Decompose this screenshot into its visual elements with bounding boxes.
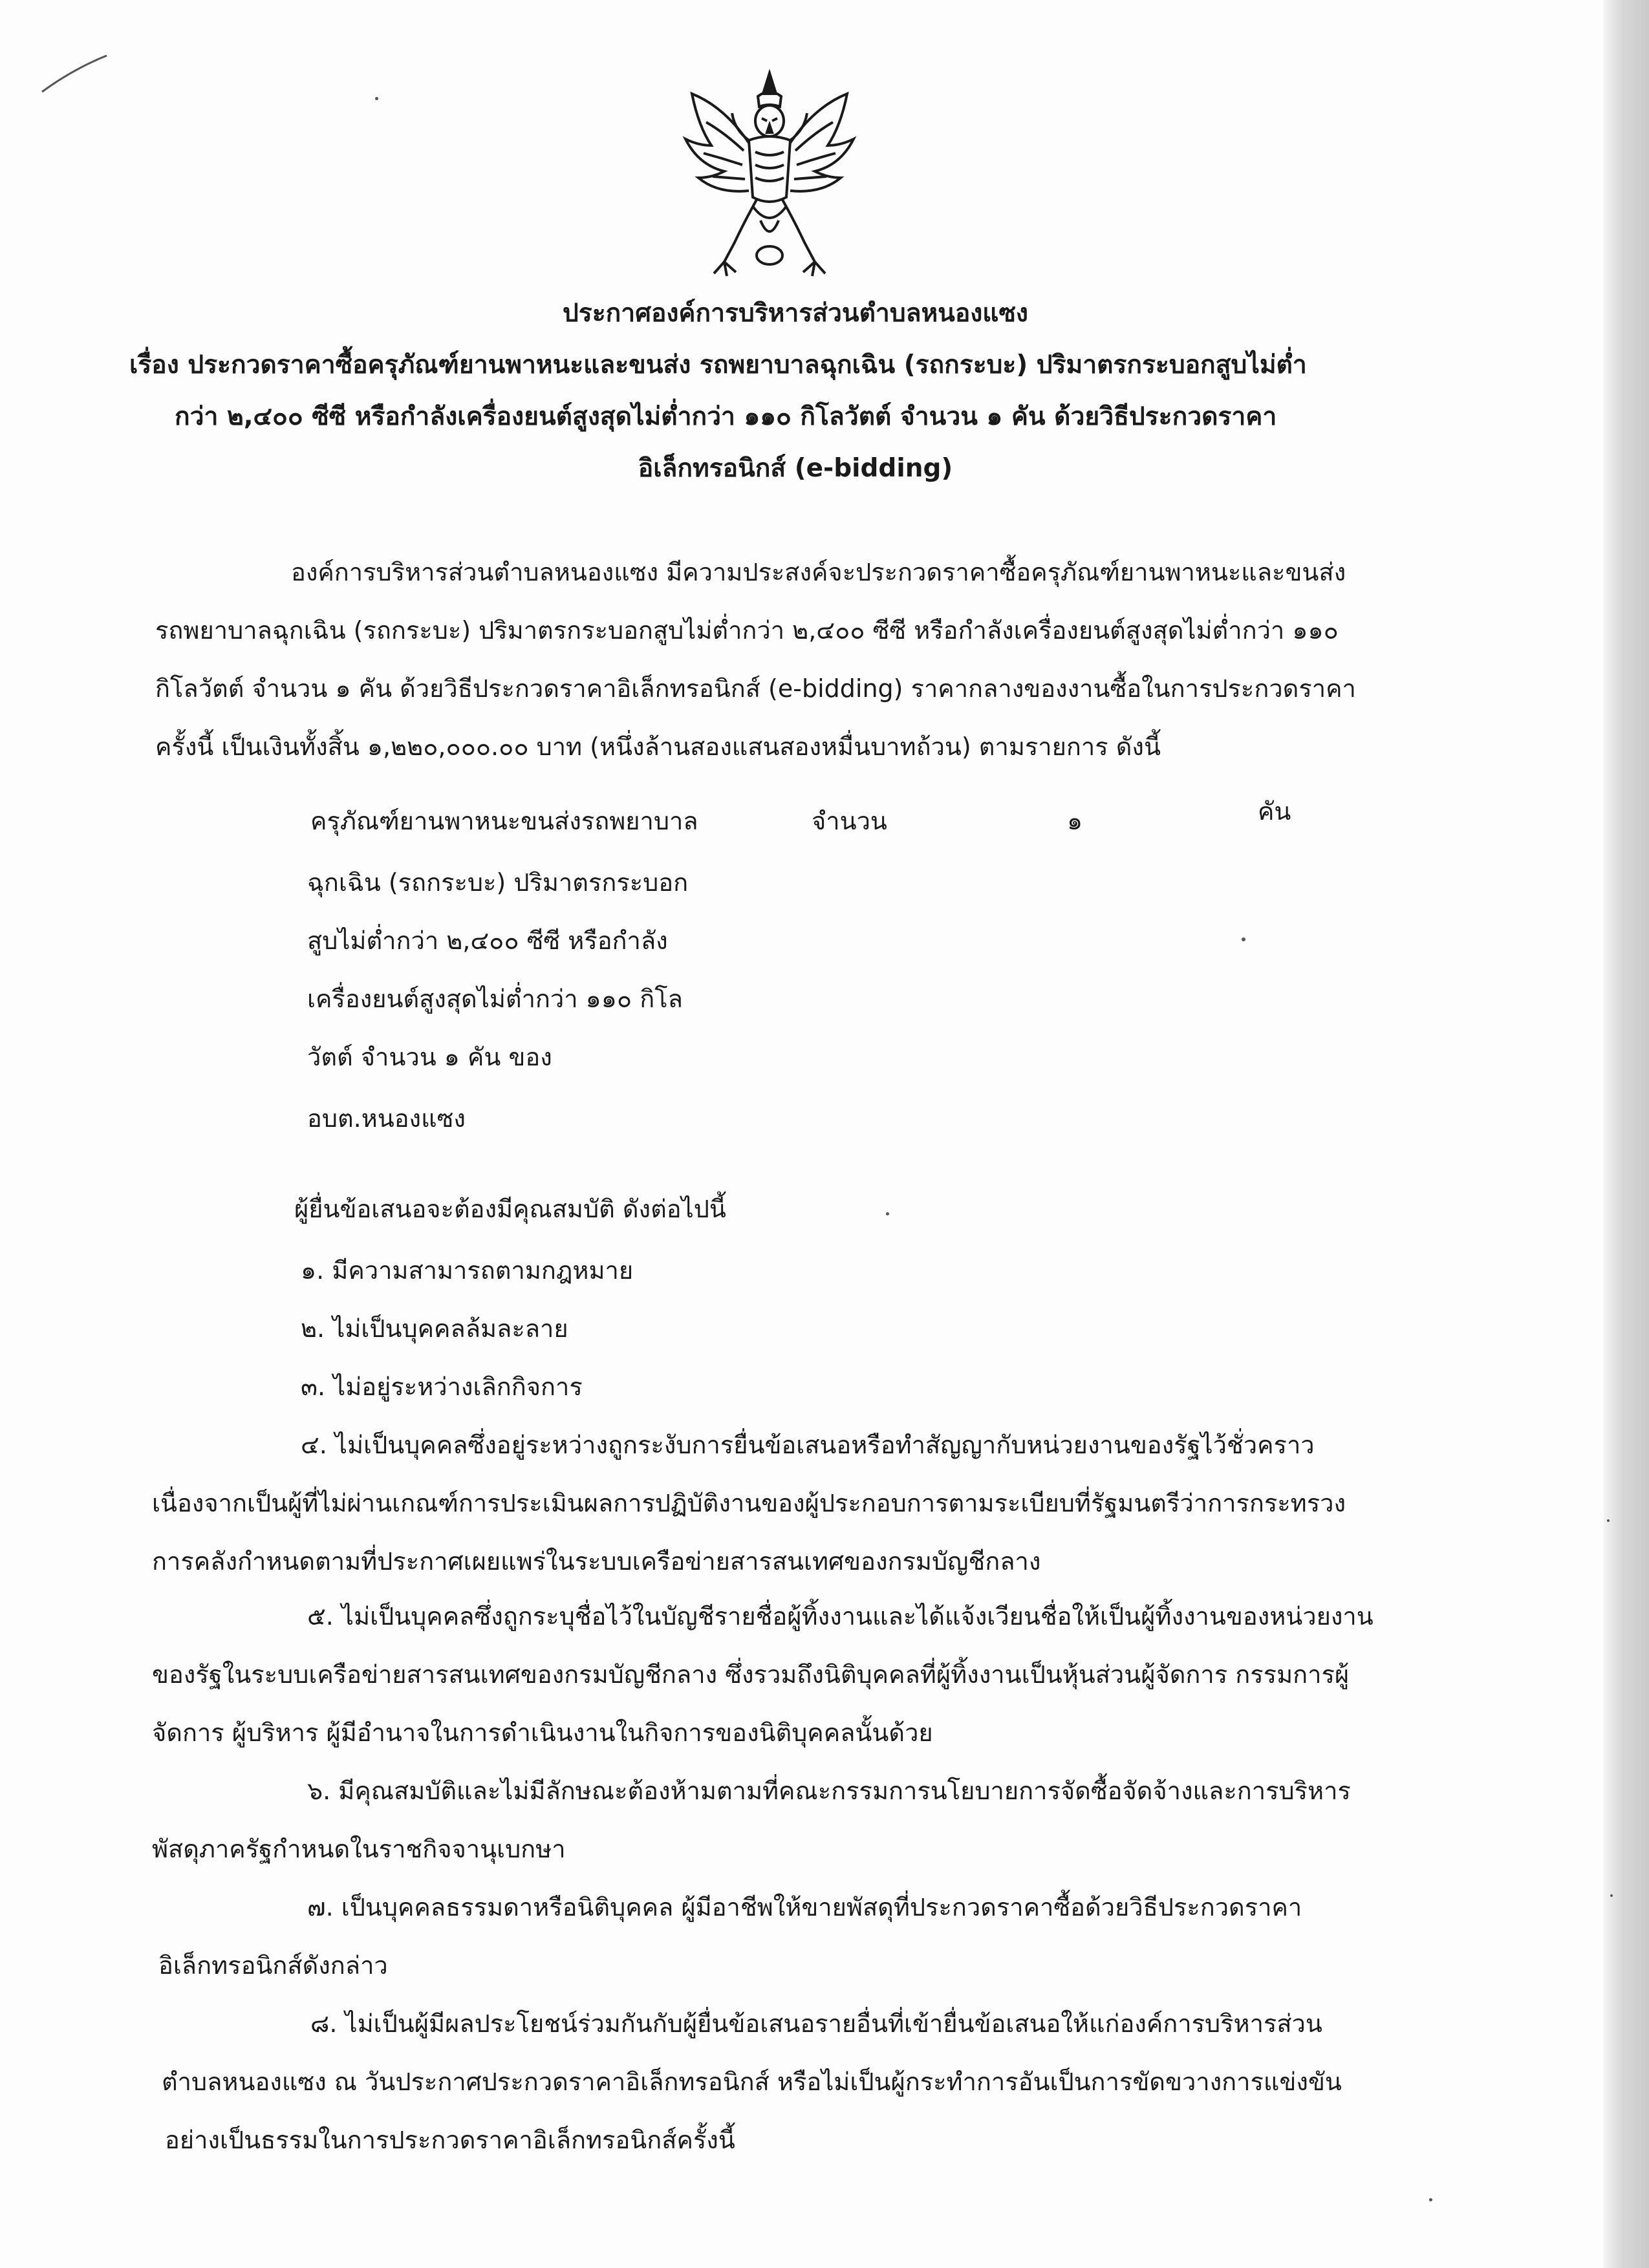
item-desc-line: สูบไม่ต่ำกว่า ๒,๔๐๐ ซีซี หรือกำลัง [307, 926, 668, 955]
qualification-item: ๑. มีความสามารถตามกฎหมาย [301, 1256, 634, 1285]
qualification-item: ๖. มีคุณสมบัติและไม่มีลักษณะต้องห้ามตามที่คณะกรรมการนโยบายการจัดซื้อจัดจ้างและการบริหาร [307, 1777, 1351, 1805]
qualification-item: ๔. ไม่เป็นบุคคลซึ่งอยู่ระหว่างถูกระงับการยื่นข้อเสนอหรือทำสัญญากับหน่วยงานของรัฐไว้ชั่วคราว [301, 1431, 1315, 1459]
qualification-item: ๓. ไม่อยู่ระหว่างเลิกกิจการ [301, 1373, 583, 1401]
item-desc-line: อบต.หนองแซง [307, 1104, 466, 1133]
qualification-item-cont: ตำบลหนองแซง ณ วันประกาศประกวดราคาอิเล็กทรอนิกส์ หรือไม่เป็นผู้กระทำการอันเป็นการขัดขวางการแข่งขัน [162, 2068, 1342, 2096]
qualification-item: ๒. ไม่เป็นบุคคลล้มละลาย [301, 1314, 568, 1343]
qualification-item-cont: อิเล็กทรอนิกส์ดังกล่าว [158, 1951, 388, 1980]
heading-line-3: กว่า ๒,๔๐๐ ซีซี หรือกำลังเครื่องยนต์สูงสุดไม่ต่ำกว่า ๑๑๐ กิโลวัตต์ จำนวน ๑ คัน ด้วยวิธีประกวดราคา [175, 402, 1277, 431]
scan-speck [1610, 1894, 1613, 1897]
heading-line-4: อิเล็กทรอนิกส์ (e-bidding) [638, 454, 953, 483]
intro-line-4: ครั้งนี้ เป็นเงินทั้งสิ้น ๑,๒๒๐,๐๐๐.๐๐ บาท (หนึ่งล้านสองแสนสองหมื่นบาทถ้วน) ตามรายการ ดังนี้ [155, 733, 1161, 761]
qualification-item: ๘. ไม่เป็นผู้มีผลประโยชน์ร่วมกันกับผู้ยื่นข้อเสนอรายอื่นที่เข้ายื่นข้อเสนอให้แก่องค์การบริหารส่วน [310, 2009, 1322, 2038]
qualification-item-cont: อย่างเป็นธรรมในการประกวดราคาอิเล็กทรอนิกส์ครั้งนี้ [165, 2126, 735, 2154]
qualification-item-cont: พัสดุภาครัฐกำหนดในราชกิจจานุเบกษา [152, 1835, 566, 1863]
heading-line-1: ประกาศองค์การบริหารส่วนตำบลหนองแซง [563, 299, 1028, 328]
item-desc-line: เครื่องยนต์สูงสุดไม่ต่ำกว่า ๑๑๐ กิโล [307, 985, 683, 1013]
heading-line-2: เรื่อง ประกวดราคาซื้อครุภัณฑ์ยานพาหนะและขนส่ง รถพยาบาลฉุกเฉิน (รถกระบะ) ปริมาตรกระบอกสูบไม่ต่ำ [129, 350, 1307, 380]
scan-speck [1429, 2198, 1432, 2201]
scan-speck [886, 1212, 889, 1215]
item-qty-label: จำนวน [812, 807, 887, 835]
qualification-item: ๗. เป็นบุคคลธรรมดาหรือนิติบุคคล ผู้มีอาชีพให้ขายพัสดุที่ประกวดราคาซื้อด้วยวิธีประกวดราคา [307, 1893, 1302, 1921]
item-desc-line: ครุภัณฑ์ยานพาหนะขนส่งรถพยาบาล [310, 807, 698, 835]
qualification-item-cont: การคลังกำหนดตามที่ประกาศเผยแพร่ในระบบเครือข่ายสารสนเทศของกรมบัญชีกลาง [152, 1547, 1041, 1576]
scan-speck [375, 97, 378, 100]
intro-line-3: กิโลวัตต์ จำนวน ๑ คัน ด้วยวิธีประกวดราคาอิเล็กทรอนิกส์ (e-bidding) ราคากลางของงานซื้อในการประกวดราคา [155, 674, 1356, 703]
qualification-item: ๕. ไม่เป็นบุคคลซึ่งถูกระบุชื่อไว้ในบัญชีรายชื่อผู้ทิ้งงานและได้แจ้งเวียนชื่อให้เป็นผู้ทิ้งงานของหน่วยงาน [307, 1602, 1374, 1631]
pen-mark-icon [39, 52, 110, 97]
item-desc-line: วัตต์ จำนวน ๑ คัน ของ [307, 1043, 552, 1071]
garuda-emblem-icon [673, 68, 867, 288]
scan-speck [1607, 1519, 1610, 1522]
item-unit: คัน [1258, 797, 1291, 826]
intro-line-1: องค์การบริหารส่วนตำบลหนองแซง มีความประสงค์จะประกวดราคาซื้อครุภัณฑ์ยานพาหนะและขนส่ง [291, 558, 1346, 586]
qualification-item-cont: จัดการ ผู้บริหาร ผู้มีอำนาจในการดำเนินงานในกิจการของนิติบุคคลนั้นด้วย [152, 1718, 933, 1747]
intro-line-2: รถพยาบาลฉุกเฉิน (รถกระบะ) ปริมาตรกระบอกสูบไม่ต่ำกว่า ๒,๔๐๐ ซีซี หรือกำลังเครื่องยนต์สูงสุดไม่ต่ำกว่า ๑๑๐ [155, 616, 1339, 645]
scan-speck [1242, 937, 1245, 941]
qualification-item-cont: เนื่องจากเป็นผู้ที่ไม่ผ่านเกณฑ์การประเมินผลการปฏิบัติงานของผู้ประกอบการตามระเบียบที่รัฐมนตรีว่าการกระทรวง [152, 1489, 1346, 1517]
item-qty-value: ๑ [1067, 807, 1083, 835]
scan-edge-shadow [1604, 0, 1649, 2268]
qualifications-title: ผู้ยื่นข้อเสนอจะต้องมีคุณสมบัติ ดังต่อไปนี้ [294, 1195, 726, 1223]
qualification-item-cont: ของรัฐในระบบเครือข่ายสารสนเทศของกรมบัญชีกลาง ซึ่งรวมถึงนิติบุคคลที่ผู้ทิ้งงานเป็นหุ้นส่วนผู้จัดการ กรรมการผู้ [152, 1660, 1350, 1689]
item-desc-line: ฉุกเฉิน (รถกระบะ) ปริมาตรกระบอก [307, 868, 689, 897]
